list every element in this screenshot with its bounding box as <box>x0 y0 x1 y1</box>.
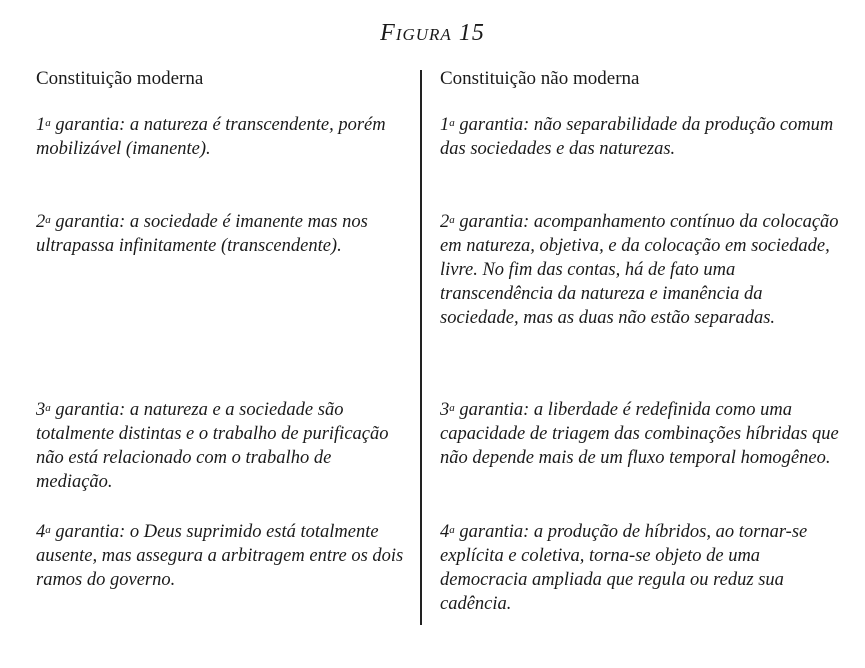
right-guarantee-2 <box>440 210 840 330</box>
left-column <box>36 67 408 590</box>
guarantee-ordinal: 1 <box>36 115 46 135</box>
guarantee-ordinal: 3 <box>440 400 450 420</box>
guarantee-text: garantia: a liberdade é redefinida como uma capacidade de triagem das combinações híbridas que não depende mais de um fluxo temporal homogêneo. <box>440 400 839 468</box>
guarantee-ordinal-sup: a <box>449 214 455 226</box>
guarantee-text: garantia: não separabilidade da produção comum das sociedades e das naturezas. <box>440 115 834 159</box>
right-column-header: Constituição não moderna <box>440 68 640 89</box>
right-column <box>440 67 840 614</box>
guarantee-text: garantia: a natureza é transcendente, porém mobilizável (imanente). <box>36 115 386 159</box>
left-guarantee-1 <box>36 113 408 161</box>
guarantee-text: garantia: a natureza e a sociedade são totalmente distintas e o trabalho de purificação não está relacionado com o trabalho de mediação. <box>36 400 389 492</box>
guarantee-ordinal-sup: a <box>449 402 455 414</box>
guarantee-text: garantia: o Deus suprimido está totalmente ausente, mas assegura a arbitragem entre os dois ramos do governo. <box>36 522 404 590</box>
guarantee-ordinal-sup: a <box>449 117 455 129</box>
left-guarantee-4 <box>36 520 408 592</box>
left-guarantee-2 <box>36 210 408 258</box>
guarantee-ordinal-sup: a <box>45 117 51 129</box>
right-guarantee-1 <box>440 113 840 161</box>
guarantee-ordinal: 1 <box>440 115 450 135</box>
column-divider <box>420 70 422 625</box>
guarantee-ordinal: 3 <box>36 400 46 420</box>
guarantee-ordinal: 2 <box>36 212 46 232</box>
right-guarantee-3 <box>440 398 840 470</box>
left-column-header: Constituição moderna <box>36 68 204 89</box>
guarantee-ordinal-sup: a <box>449 524 455 536</box>
left-guarantee-3 <box>36 398 408 494</box>
guarantee-ordinal-sup: a <box>45 524 51 536</box>
guarantee-ordinal-sup: a <box>45 214 51 226</box>
guarantee-ordinal: 4 <box>440 522 450 542</box>
right-guarantee-4 <box>440 520 840 616</box>
guarantee-text: garantia: a sociedade é imanente mas nos ultrapassa infinitamente (transcendente). <box>36 212 368 256</box>
figure-title: Figura 15 <box>380 20 485 46</box>
guarantee-ordinal: 4 <box>36 522 46 542</box>
guarantee-ordinal: 2 <box>440 212 450 232</box>
guarantee-ordinal-sup: a <box>45 402 51 414</box>
guarantee-text: garantia: a produção de híbridos, ao tornar-se explícita e coletiva, torna-se objeto de uma democracia ampliada que regula ou reduz sua cadência. <box>440 522 808 614</box>
guarantee-text: garantia: acompanhamento contínuo da colocação em natureza, objetiva, e da colocação em sociedade, livre. No fim das contas, há de fato uma transcendência da natureza e imanência da sociedade, mas as duas não estão separadas. <box>440 212 839 328</box>
